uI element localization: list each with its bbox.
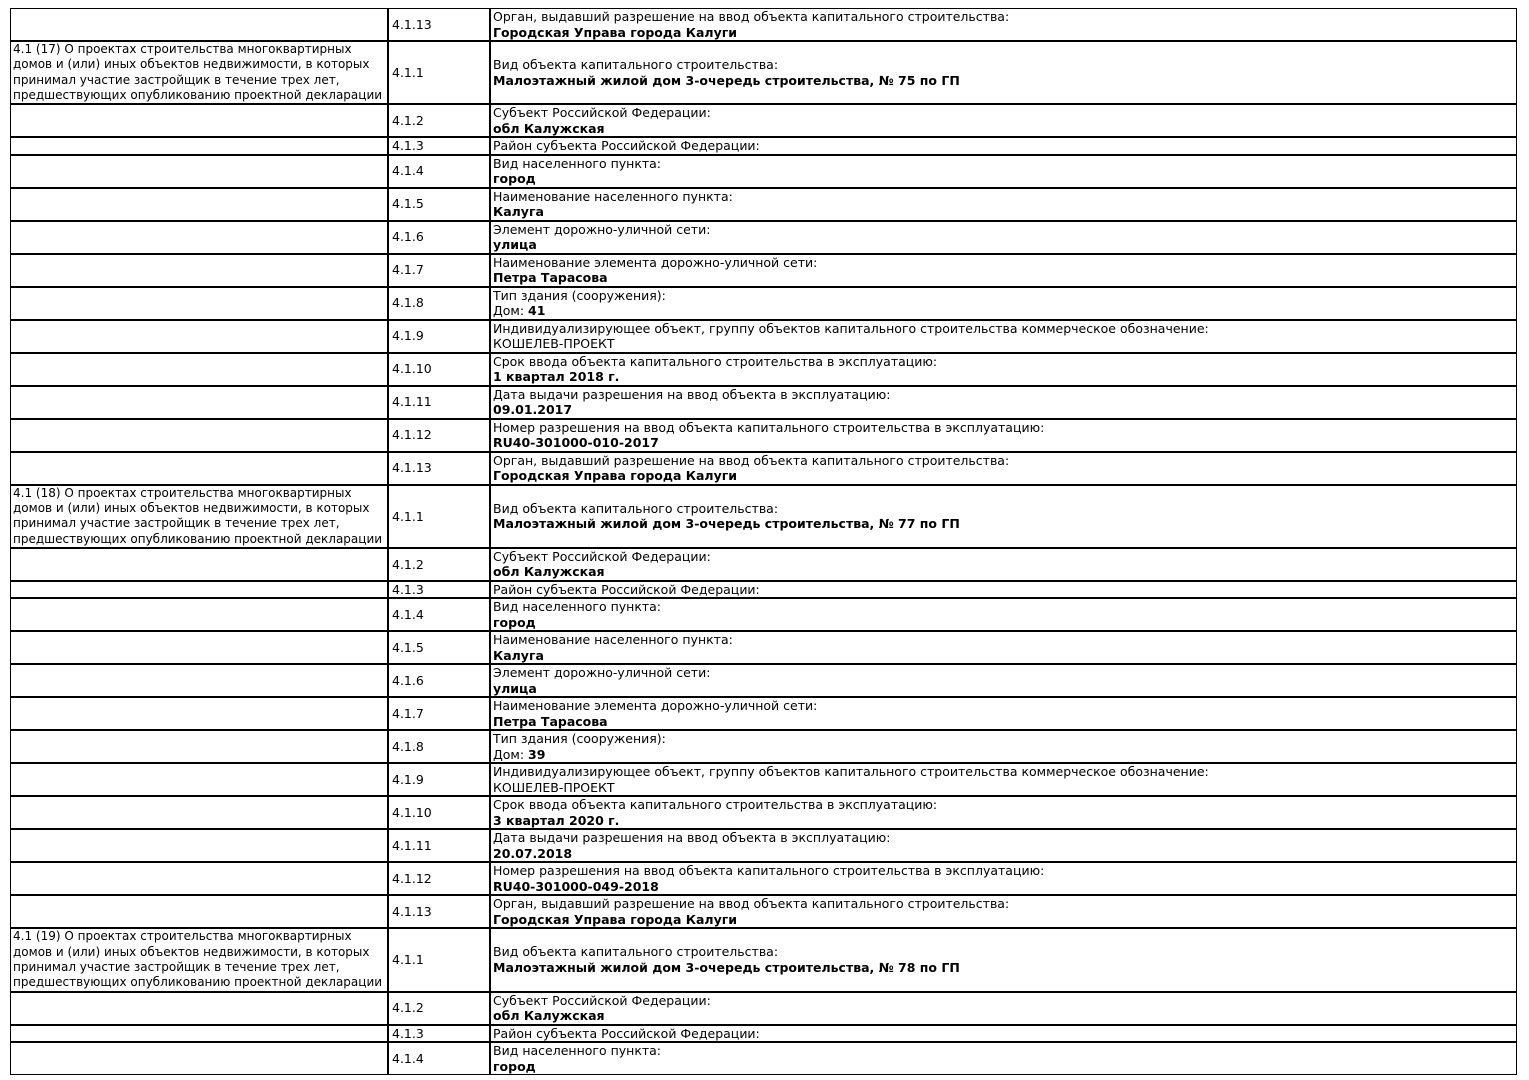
row-code: 4.1.8 (392, 295, 424, 311)
field-value-text: Малоэтажный жилой дом 3-очередь строительства, № 78 по ГП (493, 959, 960, 975)
row-code: 4.1.9 (392, 328, 424, 344)
field-value (493, 747, 1514, 763)
row-content-cell (490, 631, 1517, 664)
section-description-cell (10, 386, 388, 419)
field-label: Номер разрешения на ввод объекта капитального строительства в эксплуатацию: (493, 419, 1045, 435)
section-description-cell (10, 287, 388, 320)
section-description-cell (10, 598, 388, 631)
field-value-text: RU40-301000-010-2017 (493, 435, 659, 451)
row-code: 4.1.8 (392, 739, 424, 755)
field-value (493, 564, 1514, 580)
row-code-cell (388, 254, 490, 287)
field-label: Субъект Российской Федерации: (493, 548, 711, 564)
field-label: Орган, выдавший разрешение на ввод объекта капитального строительства: (493, 9, 1010, 24)
field-value-text: Калуга (493, 647, 544, 663)
field-value-text: RU40-301000-049-2018 (493, 878, 659, 894)
field-label: Номер разрешения на ввод объекта капитального строительства в эксплуатацию: (493, 863, 1045, 879)
field-label: Индивидуализирующее объект, группу объектов капитального строительства коммерческое обозначение: (493, 320, 1209, 336)
row-content-cell (490, 895, 1517, 928)
section-description-cell (10, 992, 388, 1025)
section-description-cell (10, 796, 388, 829)
row-content-cell (490, 548, 1517, 581)
section-description-cell (10, 221, 388, 254)
field-label: Вид объекта капитального строительства: (493, 500, 779, 516)
row-content-cell (490, 581, 1517, 599)
field-label: Наименование элемента дорожно-уличной сети: (493, 254, 818, 270)
section-description-cell (10, 829, 388, 862)
row-content-cell (490, 598, 1517, 631)
row-content-cell (490, 386, 1517, 419)
row-code-cell (388, 763, 490, 796)
row-code: 4.1.10 (392, 805, 432, 821)
row-content-cell (490, 104, 1517, 137)
field-label: Дата выдачи разрешения на ввод объекта в эксплуатацию: (493, 386, 891, 402)
field-label: Орган, выдавший разрешение на ввод объекта капитального строительства: (493, 452, 1010, 468)
table-row (10, 548, 1517, 581)
field-label: Субъект Российской Федерации: (493, 105, 711, 121)
field-value (493, 121, 1514, 137)
row-content-cell (490, 221, 1517, 254)
field-value (493, 25, 1514, 41)
field-label: Вид населенного пункта: (493, 599, 662, 615)
section-description-cell (10, 8, 388, 41)
row-code: 4.1.7 (392, 262, 424, 278)
field-label: Наименование элемента дорожно-уличной сети: (493, 698, 818, 714)
field-value-text: Петра Тарасова (493, 270, 608, 286)
row-content-cell (490, 485, 1517, 548)
field-value (493, 648, 1514, 664)
declaration-table-body (10, 8, 1517, 1075)
row-content-cell (490, 419, 1517, 452)
table-row (10, 353, 1517, 386)
row-code-cell (388, 992, 490, 1025)
field-value (493, 468, 1514, 484)
section-description-cell (10, 862, 388, 895)
row-code: 4.1.7 (392, 706, 424, 722)
section-description-cell (10, 320, 388, 353)
table-row (10, 829, 1517, 862)
field-value (493, 435, 1514, 451)
row-code-cell (388, 155, 490, 188)
table-row (10, 8, 1517, 41)
table-row (10, 320, 1517, 353)
row-content-cell (490, 992, 1517, 1025)
field-value (493, 813, 1514, 829)
section-description-cell (10, 1042, 388, 1075)
table-row (10, 581, 1517, 599)
row-code: 4.1.4 (392, 607, 424, 623)
row-code: 4.1.3 (392, 1025, 424, 1041)
field-value (493, 336, 1514, 352)
row-content-cell (490, 763, 1517, 796)
field-value (493, 714, 1514, 730)
row-code-cell (388, 353, 490, 386)
row-content-cell (490, 254, 1517, 287)
section-description-cell (10, 928, 388, 991)
row-content-cell (490, 1025, 1517, 1043)
row-code: 4.1.13 (392, 904, 432, 920)
row-code: 4.1.2 (392, 112, 424, 128)
section-description: 4.1 (19) О проектах строительства многоквартирных домов и (или) иных объектов недвижимости, в которых принимал участие застройщик в течение трех лет, предшествующих опубликованию проектной декларации (13, 929, 383, 990)
table-row (10, 631, 1517, 664)
field-label: Наименование населенного пункта: (493, 188, 733, 204)
row-code: 4.1.5 (392, 640, 424, 656)
table-row (10, 188, 1517, 221)
row-code-cell (388, 895, 490, 928)
row-code-cell (388, 598, 490, 631)
row-content-cell (490, 155, 1517, 188)
row-code: 4.1.6 (392, 673, 424, 689)
field-label: Наименование населенного пункта: (493, 632, 733, 648)
field-value (493, 1059, 1514, 1075)
field-value-prefix: Дом: (493, 746, 529, 762)
field-value-text: КОШЕЛЕВ-ПРОЕКТ (493, 336, 615, 352)
section-description-cell (10, 155, 388, 188)
table-row (10, 895, 1517, 928)
field-value (493, 615, 1514, 631)
section-description-cell (10, 664, 388, 697)
row-code-cell (388, 1025, 490, 1043)
declaration-table (10, 8, 1517, 1075)
row-content-cell (490, 320, 1517, 353)
row-content-cell (490, 8, 1517, 41)
table-row (10, 386, 1517, 419)
table-row (10, 763, 1517, 796)
field-value (493, 516, 1514, 532)
section-description-cell (10, 1025, 388, 1043)
field-value (493, 369, 1514, 385)
table-row (10, 254, 1517, 287)
table-row (10, 287, 1517, 320)
field-value-text: Петра Тарасова (493, 713, 608, 729)
section-description: 4.1 (17) О проектах строительства многоквартирных домов и (или) иных объектов недвижимости, в которых принимал участие застройщик в течение трех лет, предшествующих опубликованию проектной декларации (13, 42, 383, 102)
field-value-text: 1 квартал 2018 г. (493, 369, 620, 385)
row-code-cell (388, 664, 490, 697)
table-row (10, 1042, 1517, 1075)
row-code-cell (388, 1042, 490, 1075)
row-code: 4.1.11 (392, 838, 432, 854)
field-value-text: улица (493, 680, 537, 696)
field-label: Вид объекта капитального строительства: (493, 57, 779, 73)
row-code-cell (388, 581, 490, 599)
table-row (10, 155, 1517, 188)
field-value-text: КОШЕЛЕВ-ПРОЕКТ (493, 779, 615, 795)
field-value-text: город (493, 171, 536, 187)
table-row (10, 419, 1517, 452)
row-content-cell (490, 41, 1517, 104)
row-code-cell (388, 104, 490, 137)
row-code-cell (388, 287, 490, 320)
field-value-text: Малоэтажный жилой дом 3-очередь строительства, № 75 по ГП (493, 72, 960, 88)
table-row (10, 137, 1517, 155)
row-content-cell (490, 697, 1517, 730)
field-value-text: город (493, 614, 536, 630)
field-value-text: 3 квартал 2020 г. (493, 812, 620, 828)
row-code: 4.1.1 (392, 508, 424, 524)
row-code-cell (388, 631, 490, 664)
section-description-cell (10, 581, 388, 599)
field-value (493, 270, 1514, 286)
row-code: 4.1.4 (392, 1050, 424, 1066)
table-row (10, 485, 1517, 548)
row-code-cell (388, 8, 490, 41)
row-code-cell (388, 452, 490, 485)
row-code: 4.1.13 (392, 460, 432, 476)
section-description-cell (10, 188, 388, 221)
field-label: Тип здания (сооружения): (493, 287, 666, 303)
field-value (493, 912, 1514, 928)
row-code: 4.1.3 (392, 581, 424, 597)
field-label: Орган, выдавший разрешение на ввод объекта капитального строительства: (493, 896, 1010, 912)
field-label: Тип здания (сооружения): (493, 731, 666, 747)
field-label: Дата выдачи разрешения на ввод объекта в эксплуатацию: (493, 830, 891, 846)
field-value (493, 171, 1514, 187)
field-value (493, 846, 1514, 862)
field-value-text: 41 (528, 303, 546, 319)
row-code-cell (388, 188, 490, 221)
section-description-cell (10, 452, 388, 485)
row-content-cell (490, 862, 1517, 895)
row-code-cell (388, 796, 490, 829)
row-code: 4.1.1 (392, 952, 424, 968)
table-row (10, 664, 1517, 697)
section-description-cell (10, 631, 388, 664)
table-row (10, 796, 1517, 829)
field-value-text: обл Калужская (493, 564, 605, 580)
row-code: 4.1.4 (392, 163, 424, 179)
table-row (10, 697, 1517, 730)
row-code-cell (388, 41, 490, 104)
field-value (493, 237, 1514, 253)
row-code: 4.1.10 (392, 361, 432, 377)
row-code-cell (388, 485, 490, 548)
section-description-cell (10, 353, 388, 386)
section-description-cell (10, 104, 388, 137)
table-row (10, 41, 1517, 104)
field-value (493, 960, 1514, 976)
row-code: 4.1.11 (392, 394, 432, 410)
row-code-cell (388, 221, 490, 254)
section-description-cell (10, 730, 388, 763)
field-label: Срок ввода объекта капитального строительства в эксплуатацию: (493, 797, 938, 813)
section-description-cell (10, 548, 388, 581)
row-content-cell (490, 1042, 1517, 1075)
field-value (493, 1008, 1514, 1024)
field-value-text: обл Калужская (493, 120, 605, 136)
table-row (10, 730, 1517, 763)
row-code: 4.1.12 (392, 427, 432, 443)
field-label: Район субъекта Российской Федерации: (493, 138, 760, 154)
row-content-cell (490, 829, 1517, 862)
field-label: Район субъекта Российской Федерации: (493, 1025, 760, 1041)
row-code-cell (388, 386, 490, 419)
row-code: 4.1.9 (392, 772, 424, 788)
row-code-cell (388, 730, 490, 763)
field-value-text: Калуга (493, 204, 544, 220)
field-value (493, 780, 1514, 796)
field-label: Элемент дорожно-уличной сети: (493, 221, 711, 237)
field-value (493, 402, 1514, 418)
row-code: 4.1.5 (392, 196, 424, 212)
field-value (493, 879, 1514, 895)
section-description-cell (10, 41, 388, 104)
field-value-text: город (493, 1058, 536, 1074)
row-content-cell (490, 353, 1517, 386)
field-value-text: Городская Управа города Калуги (493, 911, 738, 927)
section-description-cell (10, 419, 388, 452)
field-label: Вид населенного пункта: (493, 1043, 662, 1059)
row-content-cell (490, 730, 1517, 763)
table-row (10, 992, 1517, 1025)
field-label: Индивидуализирующее объект, группу объектов капитального строительства коммерческое обозначение: (493, 764, 1209, 780)
field-value (493, 73, 1514, 89)
table-row (10, 1025, 1517, 1043)
section-description-cell (10, 254, 388, 287)
row-content-cell (490, 452, 1517, 485)
field-label: Срок ввода объекта капитального строительства в эксплуатацию: (493, 353, 938, 369)
row-code-cell (388, 862, 490, 895)
row-code: 4.1.12 (392, 871, 432, 887)
row-code-cell (388, 137, 490, 155)
table-row (10, 928, 1517, 991)
field-value-text: 20.07.2018 (493, 845, 573, 861)
table-row (10, 452, 1517, 485)
table-row (10, 598, 1517, 631)
row-code: 4.1.6 (392, 229, 424, 245)
row-content-cell (490, 928, 1517, 991)
field-value (493, 204, 1514, 220)
table-row (10, 104, 1517, 137)
row-code: 4.1.1 (392, 64, 424, 80)
row-code: 4.1.3 (392, 138, 424, 154)
row-code: 4.1.2 (392, 556, 424, 572)
field-label: Район субъекта Российской Федерации: (493, 581, 760, 597)
row-code: 4.1.13 (392, 16, 432, 32)
row-code-cell (388, 697, 490, 730)
section-description-cell (10, 137, 388, 155)
field-value-text: Городская Управа города Калуги (493, 468, 738, 484)
table-row (10, 221, 1517, 254)
field-value-text: улица (493, 237, 537, 253)
section-description-cell (10, 697, 388, 730)
row-content-cell (490, 287, 1517, 320)
section-description-cell (10, 763, 388, 796)
section-description: 4.1 (18) О проектах строительства многоквартирных домов и (или) иных объектов недвижимости, в которых принимал участие застройщик в течение трех лет, предшествующих опубликованию проектной декларации (13, 485, 383, 546)
field-value-text: Городская Управа города Калуги (493, 24, 738, 40)
field-value-prefix: Дом: (493, 303, 529, 319)
row-content-cell (490, 664, 1517, 697)
row-code-cell (388, 928, 490, 991)
row-content-cell (490, 137, 1517, 155)
field-label: Вид объекта капитального строительства: (493, 944, 779, 960)
field-label: Элемент дорожно-уличной сети: (493, 665, 711, 681)
row-code: 4.1.2 (392, 1000, 424, 1016)
field-value-text: обл Калужская (493, 1008, 605, 1024)
table-row (10, 862, 1517, 895)
row-code-cell (388, 829, 490, 862)
field-label: Субъект Российской Федерации: (493, 992, 711, 1008)
row-code-cell (388, 548, 490, 581)
row-code-cell (388, 320, 490, 353)
section-description-cell (10, 485, 388, 548)
field-label: Вид населенного пункта: (493, 155, 662, 171)
row-content-cell (490, 796, 1517, 829)
field-value-text: 09.01.2017 (493, 402, 573, 418)
field-value-text: 39 (528, 746, 546, 762)
row-code-cell (388, 419, 490, 452)
section-description-cell (10, 895, 388, 928)
field-value (493, 303, 1514, 319)
field-value (493, 681, 1514, 697)
field-value-text: Малоэтажный жилой дом 3-очередь строительства, № 77 по ГП (493, 516, 960, 532)
row-content-cell (490, 188, 1517, 221)
